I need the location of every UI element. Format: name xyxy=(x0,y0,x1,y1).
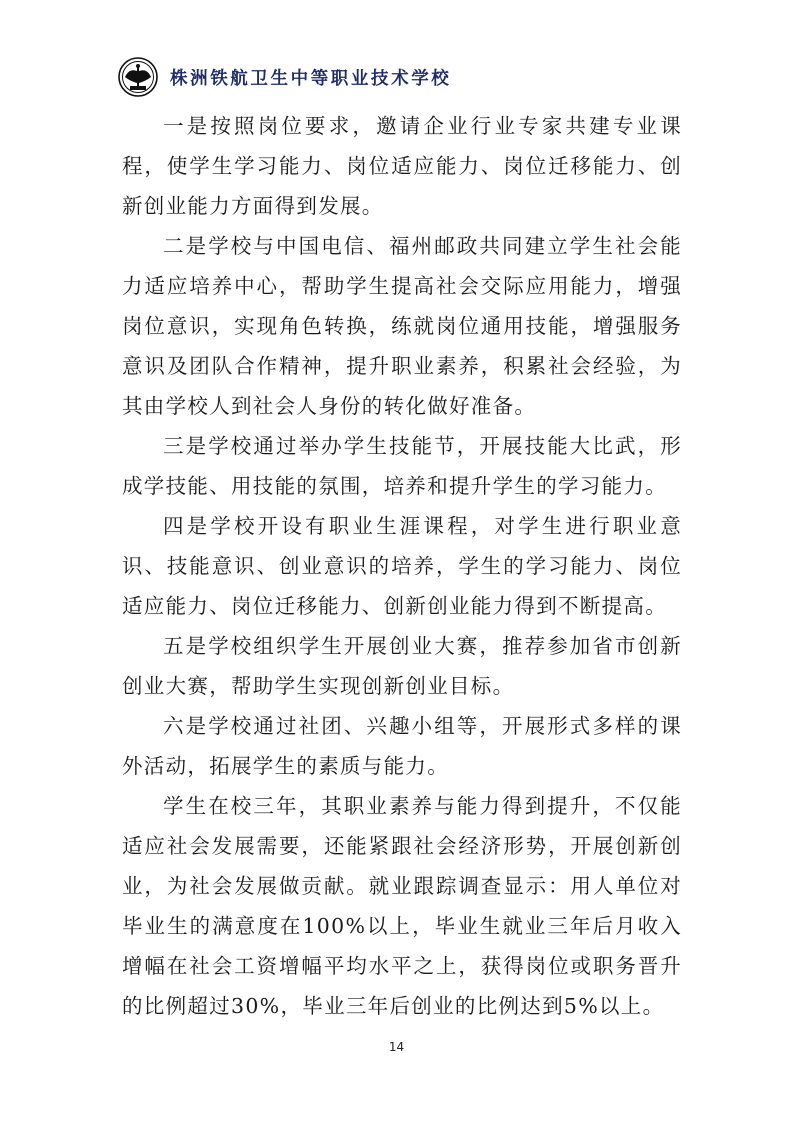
school-emblem-icon xyxy=(118,57,158,97)
page-number: 14 xyxy=(388,1040,405,1054)
document-body xyxy=(122,106,682,1026)
paragraph-7: 学生在校三年，其职业素养与能力得到提升，不仅能适应社会发展需要，还能紧跟社会经济形势，开展创新创业，为社会发展做贡献。就业跟踪调查显示：用人单位对毕业生的满意度在100%以上，毕业生就业三年后月收入增幅在社会工资增幅平均水平之上，获得岗位或职务晋升的比例超过30%，毕业三年后创业的比例达到5%以上。 xyxy=(122,794,682,1018)
paragraph-5: 五是学校组织学生开展创业大赛，推荐参加省市创新创业大赛，帮助学生实现创新创业目标。 xyxy=(122,634,682,698)
school-name: 株洲铁航卫生中等职业技术学校 xyxy=(170,68,452,89)
paragraph-4: 四是学校开设有职业生涯课程，对学生进行职业意识、技能意识、创业意识的培养，学生的学习能力、岗位适应能力、岗位迁移能力、创新创业能力得到不断提高。 xyxy=(122,514,682,618)
paragraph-6: 六是学校通过社团、兴趣小组等，开展形式多样的课外活动，拓展学生的素质与能力。 xyxy=(122,714,682,778)
paragraph-1: 一是按照岗位要求，邀请企业行业专家共建专业课程，使学生学习能力、岗位适应能力、岗位迁移能力、创新创业能力方面得到发展。 xyxy=(122,114,682,218)
page-header xyxy=(118,57,451,97)
paragraph-2: 二是学校与中国电信、福州邮政共同建立学生社会能力适应培养中心，帮助学生提高社会交际应用能力，增强岗位意识，实现角色转换，练就岗位通用技能，增强服务意识及团队合作精神，提升职业素养，积累社会经验，为其由学校人到社会人身份的转化做好准备。 xyxy=(122,234,682,418)
paragraph-3: 三是学校通过举办学生技能节，开展技能大比武，形成学技能、用技能的氛围，培养和提升学生的学习能力。 xyxy=(122,434,682,498)
